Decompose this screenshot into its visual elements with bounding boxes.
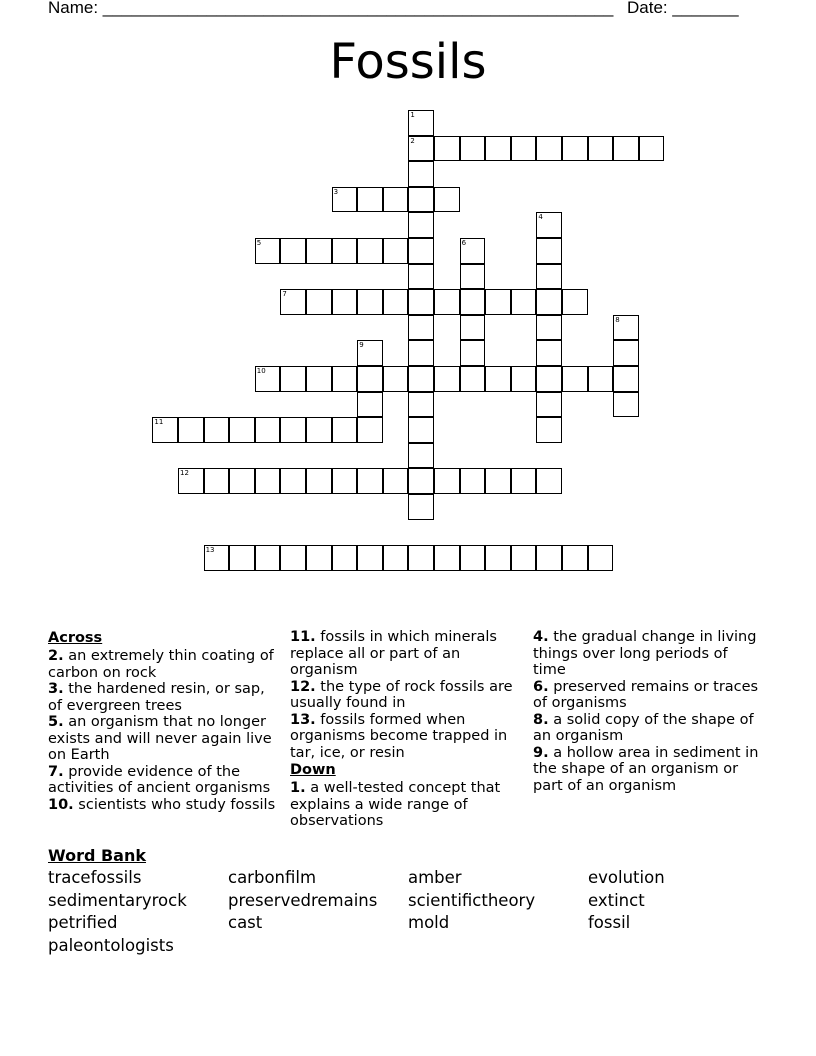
crossword-cell[interactable] <box>408 315 434 341</box>
crossword-cell[interactable] <box>460 366 486 392</box>
crossword-cell[interactable] <box>434 366 460 392</box>
crossword-cell[interactable] <box>613 392 639 418</box>
crossword-cell[interactable] <box>536 545 562 571</box>
word-bank-item: cast <box>228 913 263 932</box>
crossword-cell[interactable] <box>357 187 383 213</box>
crossword-cell[interactable] <box>460 468 486 494</box>
word-bank-item: evolution <box>588 868 665 887</box>
crossword-cell[interactable] <box>613 315 639 341</box>
crossword-cell[interactable] <box>613 136 639 162</box>
clue-across-11: 11. fossils in which minerals replace all or part of an organism <box>290 629 497 678</box>
crossword-cell[interactable] <box>357 392 383 418</box>
crossword-cell[interactable] <box>357 340 383 366</box>
crossword-cell[interactable] <box>434 187 460 213</box>
crossword-cell[interactable] <box>485 468 511 494</box>
crossword-cell[interactable] <box>383 238 409 264</box>
crossword-cell[interactable] <box>408 468 434 494</box>
crossword-cell[interactable] <box>255 417 281 443</box>
crossword-cell[interactable] <box>332 289 358 315</box>
crossword-cell[interactable] <box>536 212 562 238</box>
crossword-cell[interactable] <box>306 238 332 264</box>
crossword-cell[interactable] <box>562 366 588 392</box>
crossword-cell[interactable] <box>434 545 460 571</box>
clue-number: 1 <box>410 111 415 119</box>
crossword-cell[interactable] <box>536 315 562 341</box>
crossword-cell[interactable] <box>255 545 281 571</box>
crossword-cell[interactable] <box>357 366 383 392</box>
crossword-cell[interactable] <box>408 187 434 213</box>
word-bank-item: tracefossils <box>48 868 142 887</box>
crossword-cell[interactable] <box>562 545 588 571</box>
crossword-cell[interactable] <box>460 238 486 264</box>
clue-down-8: 8. a solid copy of the shape of an organism <box>533 711 754 744</box>
crossword-cell[interactable] <box>460 545 486 571</box>
crossword-cell[interactable] <box>408 264 434 290</box>
crossword-cell[interactable] <box>536 340 562 366</box>
crossword-cell[interactable] <box>204 417 230 443</box>
crossword-cell[interactable] <box>460 136 486 162</box>
word-bank-title: Word Bank <box>48 846 147 865</box>
crossword-cell[interactable] <box>536 392 562 418</box>
clue-down-9: 9. a hollow area in sediment in the shape of an organism or part of an organism <box>533 744 759 794</box>
crossword-cell[interactable] <box>280 289 306 315</box>
crossword-cell[interactable] <box>588 136 614 162</box>
word-bank-item: amber <box>408 868 462 887</box>
crossword-cell[interactable] <box>332 417 358 443</box>
clue-number: 4 <box>538 213 543 222</box>
crossword-cell[interactable] <box>357 417 383 443</box>
crossword-cell[interactable] <box>613 340 639 366</box>
crossword-cell[interactable] <box>178 468 204 494</box>
crossword-cell[interactable] <box>306 289 332 315</box>
crossword-cell[interactable] <box>408 212 434 238</box>
clue-number: 2 <box>410 136 415 145</box>
crossword-cell[interactable] <box>460 264 486 290</box>
word-bank-item: scientifictheory <box>408 891 536 910</box>
crossword-cell[interactable] <box>306 468 332 494</box>
clue-number: 9 <box>359 341 364 350</box>
crossword-cell[interactable] <box>408 494 434 520</box>
down-heading: Down <box>290 762 336 778</box>
crossword-cell[interactable] <box>383 289 409 315</box>
crossword-cell[interactable] <box>408 136 434 162</box>
crossword-cell[interactable] <box>229 468 255 494</box>
word-bank-item: sedimentaryrock <box>48 891 187 910</box>
crossword-cell[interactable] <box>383 468 409 494</box>
crossword-cell[interactable] <box>332 468 358 494</box>
clue-number: 11 <box>154 418 164 427</box>
crossword-cell[interactable] <box>460 340 486 366</box>
word-bank-item: mold <box>408 913 450 932</box>
crossword-cell[interactable] <box>408 161 434 187</box>
crossword-cell[interactable] <box>408 366 434 392</box>
crossword-cell[interactable] <box>306 417 332 443</box>
date-field-label: Date: _______ <box>627 0 739 17</box>
crossword-cell[interactable] <box>562 289 588 315</box>
crossword-cell[interactable] <box>280 468 306 494</box>
clue-across-10: 10. scientists who study fossils <box>48 796 276 813</box>
clues-column-1 <box>48 629 280 813</box>
crossword-cell[interactable] <box>536 289 562 315</box>
crossword-cell[interactable] <box>357 238 383 264</box>
clue-number: 8 <box>615 315 620 324</box>
crossword-cell[interactable] <box>511 366 537 392</box>
crossword-cell[interactable] <box>460 289 486 315</box>
crossword-cell[interactable] <box>408 289 434 315</box>
clues-column-2 <box>290 629 524 830</box>
crossword-cell[interactable] <box>511 468 537 494</box>
word-bank-item: carbonfilm <box>228 868 317 887</box>
clue-number: 10 <box>256 367 266 375</box>
crossword-cell[interactable] <box>434 136 460 162</box>
crossword-cell[interactable] <box>280 366 306 392</box>
crossword-cell[interactable] <box>383 187 409 213</box>
clue-number: 7 <box>282 290 287 299</box>
crossword-cell[interactable] <box>332 238 358 264</box>
crossword-cell[interactable] <box>332 366 358 392</box>
crossword-cell[interactable] <box>332 545 358 571</box>
word-bank-item: paleontologists <box>48 936 174 955</box>
crossword-cell[interactable] <box>383 366 409 392</box>
clues-column-3 <box>533 629 763 794</box>
crossword-cell[interactable] <box>229 545 255 571</box>
crossword-cell[interactable] <box>408 238 434 264</box>
crossword-cell[interactable] <box>536 238 562 264</box>
crossword-cell[interactable] <box>204 545 230 571</box>
crossword-cell[interactable] <box>357 289 383 315</box>
crossword-cell[interactable] <box>357 545 383 571</box>
clue-across-7: 7. provide evidence of the activities of ancient organisms <box>48 763 271 796</box>
word-bank-item: extinct <box>588 891 645 910</box>
crossword-cell[interactable] <box>204 468 230 494</box>
crossword-cell[interactable] <box>562 136 588 162</box>
crossword-cell[interactable] <box>588 366 614 392</box>
crossword-cell[interactable] <box>511 289 537 315</box>
clue-across-12: 12. the type of rock fossils are usually found in <box>290 678 513 711</box>
crossword-cell[interactable] <box>255 366 281 392</box>
crossword-cell[interactable] <box>332 187 358 213</box>
crossword-cell[interactable] <box>152 417 178 443</box>
clue-number: 6 <box>461 239 467 247</box>
clue-number: 13 <box>205 546 215 555</box>
crossword-cell[interactable] <box>434 289 460 315</box>
crossword-cell[interactable] <box>229 417 255 443</box>
clue-number: 12 <box>180 469 189 478</box>
crossword-cell[interactable] <box>408 340 434 366</box>
across-heading: Across <box>48 630 103 646</box>
page-title: Fossils <box>329 34 487 90</box>
clue-number: 3 <box>333 187 339 196</box>
crossword-cell[interactable] <box>536 417 562 443</box>
word-bank-item: preservedremains <box>228 891 378 910</box>
crossword-cell[interactable] <box>460 315 486 341</box>
crossword-cell[interactable] <box>511 136 537 162</box>
crossword-cell[interactable] <box>536 264 562 290</box>
crossword-cell[interactable] <box>485 136 511 162</box>
crossword-cell[interactable] <box>255 238 281 264</box>
clue-down-4: 4. the gradual change in living things over long periods of time <box>533 629 757 678</box>
crossword-cell[interactable] <box>536 468 562 494</box>
name-field-label: Name: ______________________________________________________ <box>48 0 614 17</box>
crossword-cell[interactable] <box>280 238 306 264</box>
crossword-cell[interactable] <box>434 468 460 494</box>
crossword-cell[interactable] <box>511 545 537 571</box>
crossword-cell[interactable] <box>639 136 665 162</box>
crossword-cell[interactable] <box>383 545 409 571</box>
crossword-cell[interactable] <box>485 289 511 315</box>
crossword-cell[interactable] <box>536 136 562 162</box>
crossword-cell[interactable] <box>357 468 383 494</box>
crossword-cell[interactable] <box>306 366 332 392</box>
crossword-cell[interactable] <box>178 417 204 443</box>
crossword-cell[interactable] <box>485 545 511 571</box>
crossword-cell[interactable] <box>280 417 306 443</box>
crossword-cell[interactable] <box>408 545 434 571</box>
clue-across-13: 13. fossils formed when organisms become trapped in tar, ice, or resin <box>290 711 508 761</box>
crossword-cell[interactable] <box>485 366 511 392</box>
clue-down-6: 6. preserved remains or traces of organisms <box>533 678 759 711</box>
clue-across-2: 2. an extremely thin coating of carbon on rock <box>48 648 274 681</box>
crossword-cell[interactable] <box>408 110 434 136</box>
crossword-cell[interactable] <box>408 417 434 443</box>
crossword-cell[interactable] <box>408 443 434 469</box>
clue-across-5: 5. an organism that no longer exists and will never again live on Earth <box>48 714 272 763</box>
crossword-cell[interactable] <box>306 545 332 571</box>
clue-across-3: 3. the hardened resin, or sap, of evergreen trees <box>48 681 265 714</box>
word-bank-item: petrified <box>48 913 118 932</box>
crossword-cell[interactable] <box>280 545 306 571</box>
crossword-cell[interactable] <box>536 366 562 392</box>
clue-number: 5 <box>256 239 262 247</box>
crossword-cell[interactable] <box>255 468 281 494</box>
word-bank-item: fossil <box>588 913 631 932</box>
crossword-cell[interactable] <box>408 392 434 418</box>
clue-down-1: 1. a well-tested concept that explains a wide range of observations <box>290 780 501 829</box>
crossword-cell[interactable] <box>613 366 639 392</box>
crossword-cell[interactable] <box>588 545 614 571</box>
